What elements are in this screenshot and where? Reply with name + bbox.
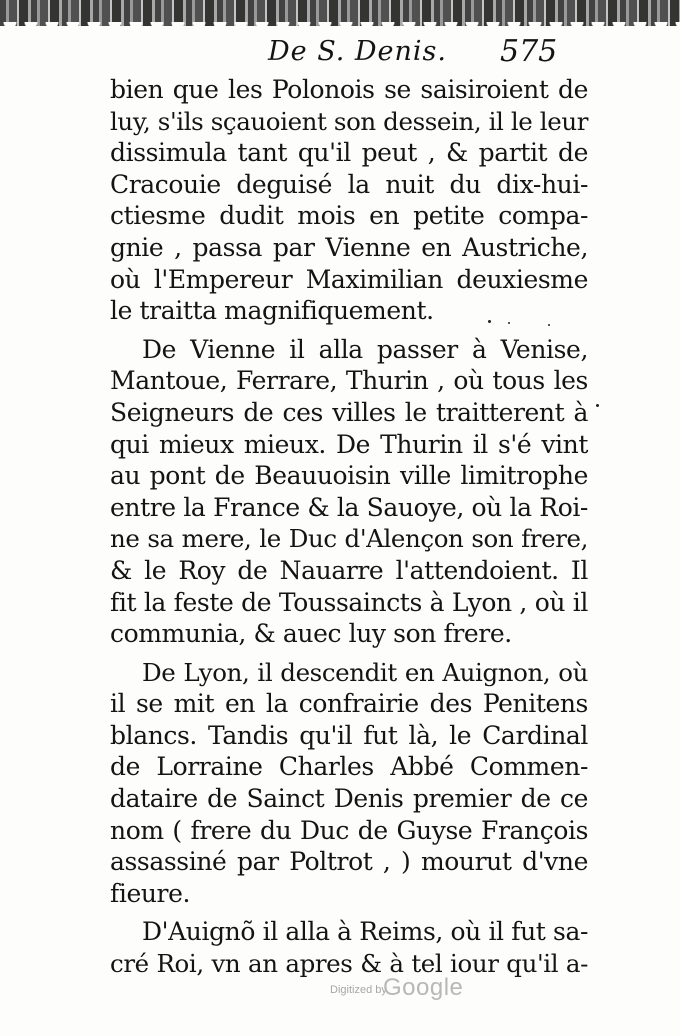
scan-speck	[548, 324, 550, 326]
text-line: blancs. Tandis qu'il fut là, le Cardinal	[110, 720, 588, 750]
text-line: & le Roy de Nauarre l'attendoient. Il	[110, 555, 588, 585]
text-line: ne sa mere, le Duc d'Alençon son frere,	[110, 524, 588, 554]
text-line: gnie , passa par Vienne en Austriche,	[110, 232, 588, 262]
scan-speck	[508, 322, 510, 324]
digitization-watermark	[0, 974, 680, 1008]
text-line: le traitta magnifiquement.	[110, 296, 434, 326]
scan-speck	[596, 404, 599, 407]
paragraph	[110, 334, 588, 650]
text-line: nom ( frere du Duc de Guyse François	[110, 815, 588, 845]
text-line: ctiesme dudit mois en petite compa-	[110, 201, 588, 231]
text-line: il se mit en la confrairie des Penitens	[110, 689, 588, 719]
body-text	[110, 74, 588, 980]
digitized-by-label: Digitized by	[330, 984, 387, 996]
text-line: dataire de Sainct Denis premier de ce	[110, 784, 588, 814]
page-header	[0, 34, 680, 74]
text-line: entre la France & la Sauoye, où la Roi-	[110, 492, 588, 522]
paragraph	[110, 916, 588, 979]
text-line: assassiné par Poltrot , ) mourut d'vne	[110, 847, 588, 877]
previous-page-edge	[0, 0, 680, 26]
text-line: cré Roi, vn an apres & à tel iour qu'il a-	[110, 949, 588, 979]
text-line: qui mieux mieux. De Thurin il s'é vint	[110, 429, 588, 459]
google-logo: Google	[383, 974, 464, 1001]
text-line: fieure.	[110, 878, 191, 908]
text-line: Seigneurs de ces villes le traitterent à	[110, 397, 588, 427]
text-line: fit la feste de Toussaincts à Lyon , où il	[110, 587, 588, 617]
running-head: De S. Denis.	[268, 36, 447, 67]
text-line: de Lorraine Charles Abbé Commen-	[110, 752, 588, 782]
scan-speck	[488, 320, 491, 323]
text-line: D'Auignõ il alla à Reims, où il fut sa-	[142, 917, 588, 947]
text-line: De Lyon, il descendit en Auignon, où	[142, 657, 588, 687]
text-line: bien que les Polonois se saisiroient de	[110, 75, 588, 104]
text-line: luy, s'ils sçauoient son dessein, il le leur	[110, 106, 589, 136]
text-line: communia, & auec luy son frere.	[110, 619, 512, 649]
text-line: dissimula tant qu'il peut , & partit de	[110, 138, 588, 168]
text-line: au pont de Beauuoisin ville limitrophe	[110, 461, 588, 491]
text-line: Mantoue, Ferrare, Thurin , où tous les	[110, 366, 588, 396]
text-line: Cracouie deguisé la nuit du dix-hui-	[110, 169, 588, 199]
text-line: De Vienne il alla passer à Venise,	[142, 334, 588, 364]
text-line: où l'Empereur Maximilian deuxiesme	[110, 264, 588, 294]
page-number: 575	[500, 34, 558, 69]
paragraph	[110, 657, 588, 910]
paragraph	[110, 74, 588, 327]
